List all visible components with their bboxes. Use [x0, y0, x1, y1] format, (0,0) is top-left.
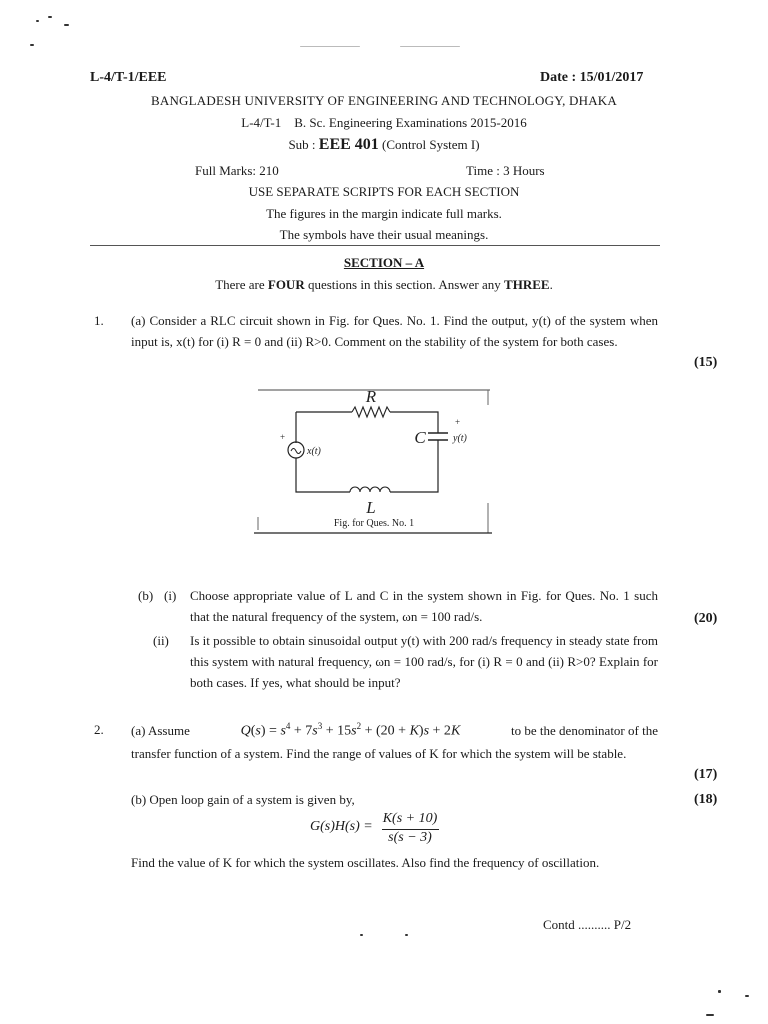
question-2b-after: Find the value of K for which the system oscillates. Also find the frequency of oscillation. — [131, 855, 600, 870]
header-divider — [90, 245, 660, 246]
scan-speck — [745, 995, 749, 997]
full-marks: Full Marks: 210 — [195, 163, 279, 178]
section-intro — [0, 277, 768, 293]
question-2a-first-line — [131, 721, 658, 740]
transfer-function-numerator: K(s + 10) — [382, 811, 438, 826]
scan-speck — [706, 1014, 714, 1016]
resistor-label: R — [365, 387, 377, 406]
wire-right-bottom — [390, 440, 438, 492]
scan-speck — [48, 16, 52, 18]
capacitor-label: C — [414, 428, 426, 447]
question-1b-marks: (20) — [694, 611, 718, 626]
question-1b-i-label: (i) — [164, 588, 177, 603]
intro-three: THREE — [504, 277, 550, 292]
instruction-scripts: USE SEPARATE SCRIPTS FOR EACH SECTION — [248, 184, 520, 199]
question-2b-text: (b) Open loop gain of a system is given by, — [131, 792, 355, 807]
rlc-circuit-figure — [250, 385, 496, 537]
exam-time: Time : 3 Hours — [466, 163, 545, 178]
question-2-number: 2. — [94, 722, 104, 737]
question-1a-text: (a) Consider a RLC circuit shown in Fig. for Ques. No. 1. Find the output, y(t) of the system when input is, x(t) for (i) R = 0 and (ii) R>0. Comment on the stability of the system for both cases. — [131, 313, 658, 349]
course-name: (Control System I) — [378, 137, 480, 152]
continued-note: Contd .......... P/2 — [543, 917, 632, 932]
question-2a-post: to be the denominator of the — [511, 722, 658, 738]
instruction-margin: The figures in the margin indicate full marks. — [266, 206, 502, 221]
question-1b-i-text: Choose appropriate value of L and C in the system shown in Fig. for Ques. No. 1 such that the natural frequency of the system, ωn = 100 rad/s. — [190, 588, 658, 624]
intro-text: questions in this section. Answer any — [304, 277, 505, 292]
question-2b-marks: (18) — [694, 792, 718, 807]
intro-text: . — [549, 277, 553, 292]
scan-speck — [300, 46, 360, 47]
intro-text: There are — [215, 277, 268, 292]
sine-wave-icon — [291, 449, 301, 454]
question-1a-marks: (15) — [694, 355, 718, 370]
question-1b-label: (b) — [138, 588, 154, 603]
question-1b-ii-text: Is it possible to obtain sinusoidal output y(t) with 200 rad/s frequency in steady state from this system with natural frequency, ωn = 100 rad/s, for (i) R = 0 and (ii) R>0? Explain for both cases. If yes, what should be input? — [190, 633, 658, 690]
input-label: x(t) — [307, 446, 321, 457]
subject-line — [0, 136, 768, 154]
figure-caption: Fig. for Ques. No. 1 — [333, 518, 415, 529]
paper-code: L-4/T-1/EEE — [90, 70, 167, 85]
intro-four: FOUR — [267, 277, 305, 292]
subject-prefix: Sub : — [288, 137, 319, 152]
output-plus-sign: + — [455, 417, 461, 427]
question-1-number: 1. — [94, 313, 104, 328]
input-plus-sign: + — [280, 432, 286, 442]
course-code: EEE 401 — [318, 136, 379, 153]
scan-speck — [718, 990, 721, 993]
inductor-symbol — [350, 487, 390, 492]
scan-speck — [360, 934, 363, 936]
scan-speck — [64, 24, 69, 26]
question-2a-pre: (a) Assume — [131, 722, 190, 738]
scan-speck — [30, 44, 34, 46]
exam-title: L-4/T-1 B. Sc. Engineering Examinations 2015-2016 — [241, 115, 527, 130]
scan-speck — [400, 46, 460, 47]
transfer-function-lhs: G(s)H(s) = — [310, 819, 373, 834]
section-title: SECTION – A — [343, 255, 425, 270]
scan-speck — [36, 20, 39, 22]
exam-date: Date : 15/01/2017 — [540, 70, 644, 85]
question-1b-ii-label: (ii) — [153, 633, 169, 648]
question-2a-marks: (17) — [694, 767, 718, 782]
question-2a-rest: transfer function of a system. Find the range of values of K for which the system will be stable. — [131, 746, 627, 761]
instruction-symbols: The symbols have their usual meanings. — [279, 227, 489, 242]
wire-bottom-left — [296, 458, 350, 492]
scan-speck — [405, 934, 408, 936]
resistor-symbol — [352, 407, 390, 417]
polynomial-formula: $Q(s) = s^4 + 7s^3 + 15s^2 + (20 + K)s + 2K$ — [240, 721, 461, 739]
inductor-label: L — [366, 498, 376, 517]
output-label: y(t) — [453, 433, 467, 444]
university-name: BANGLADESH UNIVERSITY OF ENGINEERING AND TECHNOLOGY, DHAKA — [151, 93, 617, 108]
transfer-function-denominator: s(s − 3) — [388, 830, 432, 845]
